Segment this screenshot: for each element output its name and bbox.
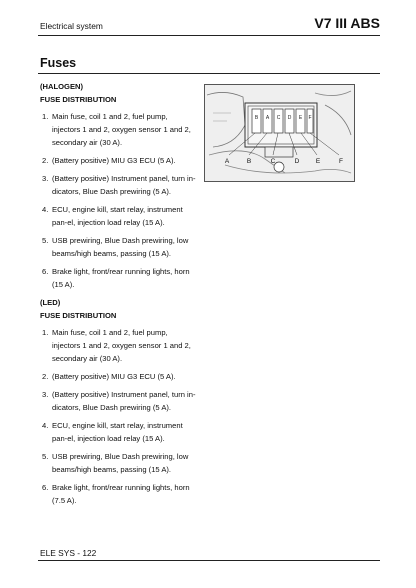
list-item — [40, 450, 196, 476]
page-number: ELE SYS - 122 — [40, 548, 97, 558]
item-text: (Battery positive) Instrument panel, turn in-dicators, Blue Dash prewiring (5 A). — [52, 174, 196, 196]
item-text: USB prewiring, Blue Dash prewiring, low beams/high beams, passing (15 A). — [52, 236, 189, 258]
list-item — [40, 154, 196, 167]
running-header-model: V7 III ABS — [314, 15, 380, 31]
section-title: Fuses — [40, 56, 77, 70]
list-item — [40, 419, 196, 445]
item-text: ECU, engine kill, start relay, instrument pan-el, injection load relay (15 A). — [52, 421, 183, 443]
callout-label: D — [294, 158, 300, 165]
item-number: 6. — [42, 483, 49, 492]
halogen-subtitle: (HALOGEN) — [40, 82, 84, 91]
list-item — [40, 370, 196, 383]
header-divider — [38, 35, 380, 36]
item-number: 5. — [42, 236, 49, 245]
fuse-label: A — [265, 115, 270, 121]
callout-label: C — [270, 158, 276, 165]
section-divider — [38, 73, 380, 74]
item-text: Main fuse, coil 1 and 2, fuel pump, injectors 1 and 2, oxygen sensor 1 and 2, secondary air (30 A). — [52, 328, 191, 363]
callout-label: F — [339, 158, 343, 165]
item-text: Brake light, front/rear running lights, horn (15 A). — [52, 267, 190, 289]
item-text: USB prewiring, Blue Dash prewiring, low beams/high beams, passing (15 A). — [52, 452, 189, 474]
footer-divider — [38, 560, 380, 561]
led-fuse-list — [40, 326, 196, 507]
led-heading: FUSE DISTRIBUTION — [40, 311, 117, 320]
callout-label: E — [315, 158, 321, 165]
running-header-section: Electrical system — [40, 21, 103, 31]
fuse-label: F — [308, 115, 312, 121]
led-subtitle: (LED) — [40, 298, 61, 307]
item-number: 6. — [42, 267, 49, 276]
list-item — [40, 388, 196, 414]
item-number: 2. — [42, 372, 49, 381]
list-item — [40, 172, 196, 198]
item-text: (Battery positive) MIU G3 ECU (5 A). — [52, 372, 176, 381]
fuse-label: D — [287, 115, 292, 121]
list-item — [40, 203, 196, 229]
item-number: 4. — [42, 421, 49, 430]
callout-label: A — [224, 158, 230, 165]
item-text: (Battery positive) Instrument panel, turn in-dicators, Blue Dash prewiring (5 A). — [52, 390, 196, 412]
item-number: 2. — [42, 156, 49, 165]
fuse-box-drawing — [205, 85, 354, 181]
fuse-box-figure — [204, 84, 355, 182]
item-number: 3. — [42, 390, 49, 399]
callout-label: B — [246, 158, 252, 165]
item-number: 5. — [42, 452, 49, 461]
item-text: Main fuse, coil 1 and 2, fuel pump, injectors 1 and 2, oxygen sensor 1 and 2, secondary air (30 A). — [52, 112, 191, 147]
list-item — [40, 234, 196, 260]
fuse-label: C — [276, 115, 281, 121]
fuse-label: E — [298, 115, 303, 121]
item-number: 1. — [42, 328, 49, 337]
item-text: (Battery positive) MIU G3 ECU (5 A). — [52, 156, 176, 165]
list-item — [40, 265, 196, 291]
halogen-heading: FUSE DISTRIBUTION — [40, 95, 117, 104]
text-column — [40, 80, 196, 512]
item-text: Brake light, front/rear running lights, horn (7.5 A). — [52, 483, 190, 505]
list-item — [40, 110, 196, 149]
list-item — [40, 481, 196, 507]
fuse-label: B — [254, 115, 259, 121]
item-number: 4. — [42, 205, 49, 214]
list-item — [40, 326, 196, 365]
item-number: 1. — [42, 112, 49, 121]
halogen-fuse-list — [40, 110, 196, 291]
item-text: ECU, engine kill, start relay, instrument pan-el, injection load relay (15 A). — [52, 205, 183, 227]
item-number: 3. — [42, 174, 49, 183]
